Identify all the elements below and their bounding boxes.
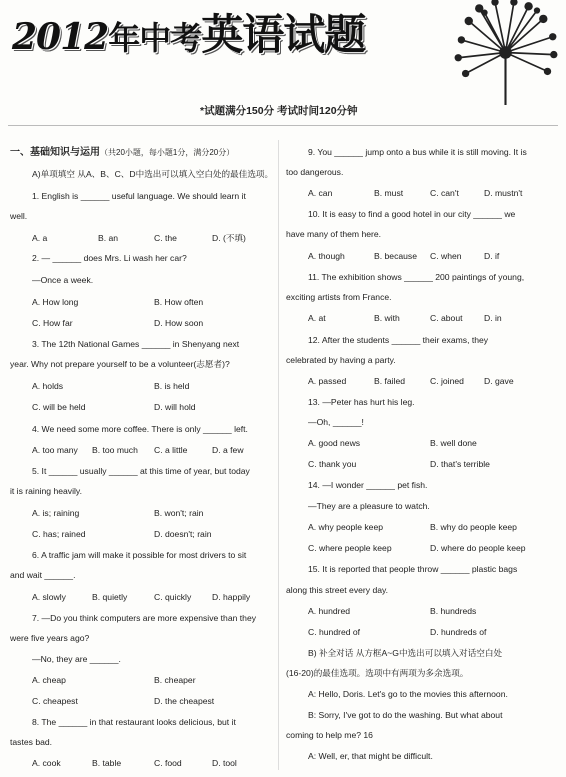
question-line: it is raining heavily. [10,486,82,496]
title-year: 2012 [12,16,109,58]
option: A. holds [32,381,64,391]
option: B. too much [92,445,138,455]
option: D. hundreds of [430,627,487,637]
dandelion-illustration [453,0,558,105]
option: A. good news [308,438,361,448]
option: B. an [98,233,119,243]
option: A. though [308,251,345,261]
question-line: 12. After the students ______ their exams, they [308,335,489,345]
dialogue-line: A: Hello, Doris. Let's go to the movies this afternoon. [308,689,508,699]
column-divider [278,140,279,770]
question-line: 15. It is reported that people throw ______ plastic bags [308,564,518,574]
question-line: and wait ______. [10,570,76,580]
option: D. that's terrible [430,459,490,469]
option: B. table [92,758,122,768]
option: B. cheaper [154,675,196,685]
question-line: —They are a pleasure to watch. [308,501,430,511]
option: A. slowly [32,592,66,602]
option: B. quietly [92,592,128,602]
option: D. a few [212,445,244,455]
option: D. will hold [154,402,196,412]
exam-title [12,2,365,62]
question-line: 13. —Peter has hurt his leg. [308,397,415,407]
option: C. a little [154,445,188,455]
title-cn-part2: 英语试题 [201,10,366,59]
option: C. can't [430,188,459,198]
exam-subtitle: *试题满分150分 考试时间120分钟 [200,105,358,117]
option: D. tool [212,758,237,768]
question-line: were five years ago? [10,633,90,643]
question-line: too dangerous. [286,167,344,177]
option: C. about [430,313,463,323]
option: C. thank you [308,459,357,469]
question-line: exciting artists from France. [286,292,392,302]
option: B. with [374,313,400,323]
option: C. quickly [154,592,192,602]
option: B. why do people keep [430,522,517,532]
option: C. will be held [32,402,86,412]
dialogue-line: A: Well, er, that might be difficult. [308,751,433,761]
option: D. where do people keep [430,543,526,553]
option: D. the cheapest [154,696,215,706]
option: A. is; raining [32,508,80,518]
option: A. why people keep [308,522,384,532]
question-line: along this street every day. [286,585,389,595]
option: B. well done [430,438,477,448]
question-line: 8. The ______ in that restaurant looks delicious, but it [32,717,236,727]
question-line: 7. —Do you think computers are more expensive than they [32,613,257,623]
question-line: have many of them here. [286,229,382,239]
question-line: 9. You ______ jump onto a bus while it is still moving. It is [308,147,527,157]
option: B. failed [374,376,406,386]
option: C. food [154,758,182,768]
option: D. in [484,313,502,323]
option: A. at [308,313,326,323]
question-line: 4. We need some more coffee. There is only ______ left. [32,424,248,434]
question-line: 1. English is ______ useful language. We should learn it [32,191,246,201]
option: B. How often [154,297,204,307]
question-line: 5. It ______ usually ______ at this time of year, but today [32,466,250,476]
question-line: 14. —I wonder ______ pet fish. [308,480,428,490]
option: C. has; rained [32,529,86,539]
option: A. can [308,188,333,198]
option: C. hundred of [308,627,361,637]
question-line: well. [10,211,28,221]
question-line: 10. It is easy to find a good hotel in our city ______ we [308,209,516,219]
option: C. the [154,233,177,243]
question-line: —Once a week. [32,275,94,285]
option: B. is held [154,381,190,391]
option: B. hundreds [430,606,477,616]
option: A. cook [32,758,61,768]
option: A. How long [32,297,79,307]
section-title: 一、基础知识与运用（共20小题，每小题1分，满分20分） [10,147,235,158]
option: D. doesn't; rain [154,529,212,539]
option: C. where people keep [308,543,392,553]
question-line: —No, they are ______. [32,654,121,664]
part-b-instructions: (16-20)的最佳选项。选项中有两项为多余选项。 [286,668,469,678]
option: A. too many [32,445,78,455]
question-line: 11. The exhibition shows ______ 200 paintings of young, [308,272,525,282]
part-b-instructions: B) 补全对话 从方框A~G中选出可以填入对话空白处 [308,648,503,658]
option: D. (不填) [212,233,246,243]
option: C. when [430,251,462,261]
section-note: （共20小题，每小题1分，满分20分） [100,148,235,157]
option: A. hundred [308,606,351,616]
option: A. a [32,233,48,243]
option: B. must [374,188,404,198]
option: D. if [484,251,500,261]
question-line: tastes bad. [10,737,53,747]
option: D. mustn't [484,188,523,198]
header-divider [8,125,558,126]
option: C. joined [430,376,464,386]
part-a-instructions: A)单项填空 从A、B、C、D中选出可以填入空白处的最佳选项。 [32,169,274,179]
question-line: year. Why not prepare yourself to be a volunteer(志愿者)? [10,359,230,369]
option: A. cheap [32,675,66,685]
option: B. won't; rain [154,508,204,518]
question-line: 6. A traffic jam will make it possible for most drivers to sit [32,550,247,560]
option: D. How soon [154,318,204,328]
option: C. How far [32,318,73,328]
dialogue-line: B: Sorry, I've got to do the washing. But what about [308,710,503,720]
question-line: —Oh, ______! [308,417,364,427]
title-cn-part1: 年中考 [108,19,202,57]
question-line: celebrated by having a party. [286,355,396,365]
option: C. cheapest [32,696,78,706]
option: B. because [374,251,417,261]
question-line: 3. The 12th National Games ______ in Shenyang next [32,339,240,349]
option: D. happily [212,592,251,602]
option: A. passed [308,376,347,386]
question-line: 2. — ______ does Mrs. Li wash her car? [32,253,187,263]
option: D. gave [484,376,514,386]
dialogue-line: coming to help me? 16 [286,730,373,740]
